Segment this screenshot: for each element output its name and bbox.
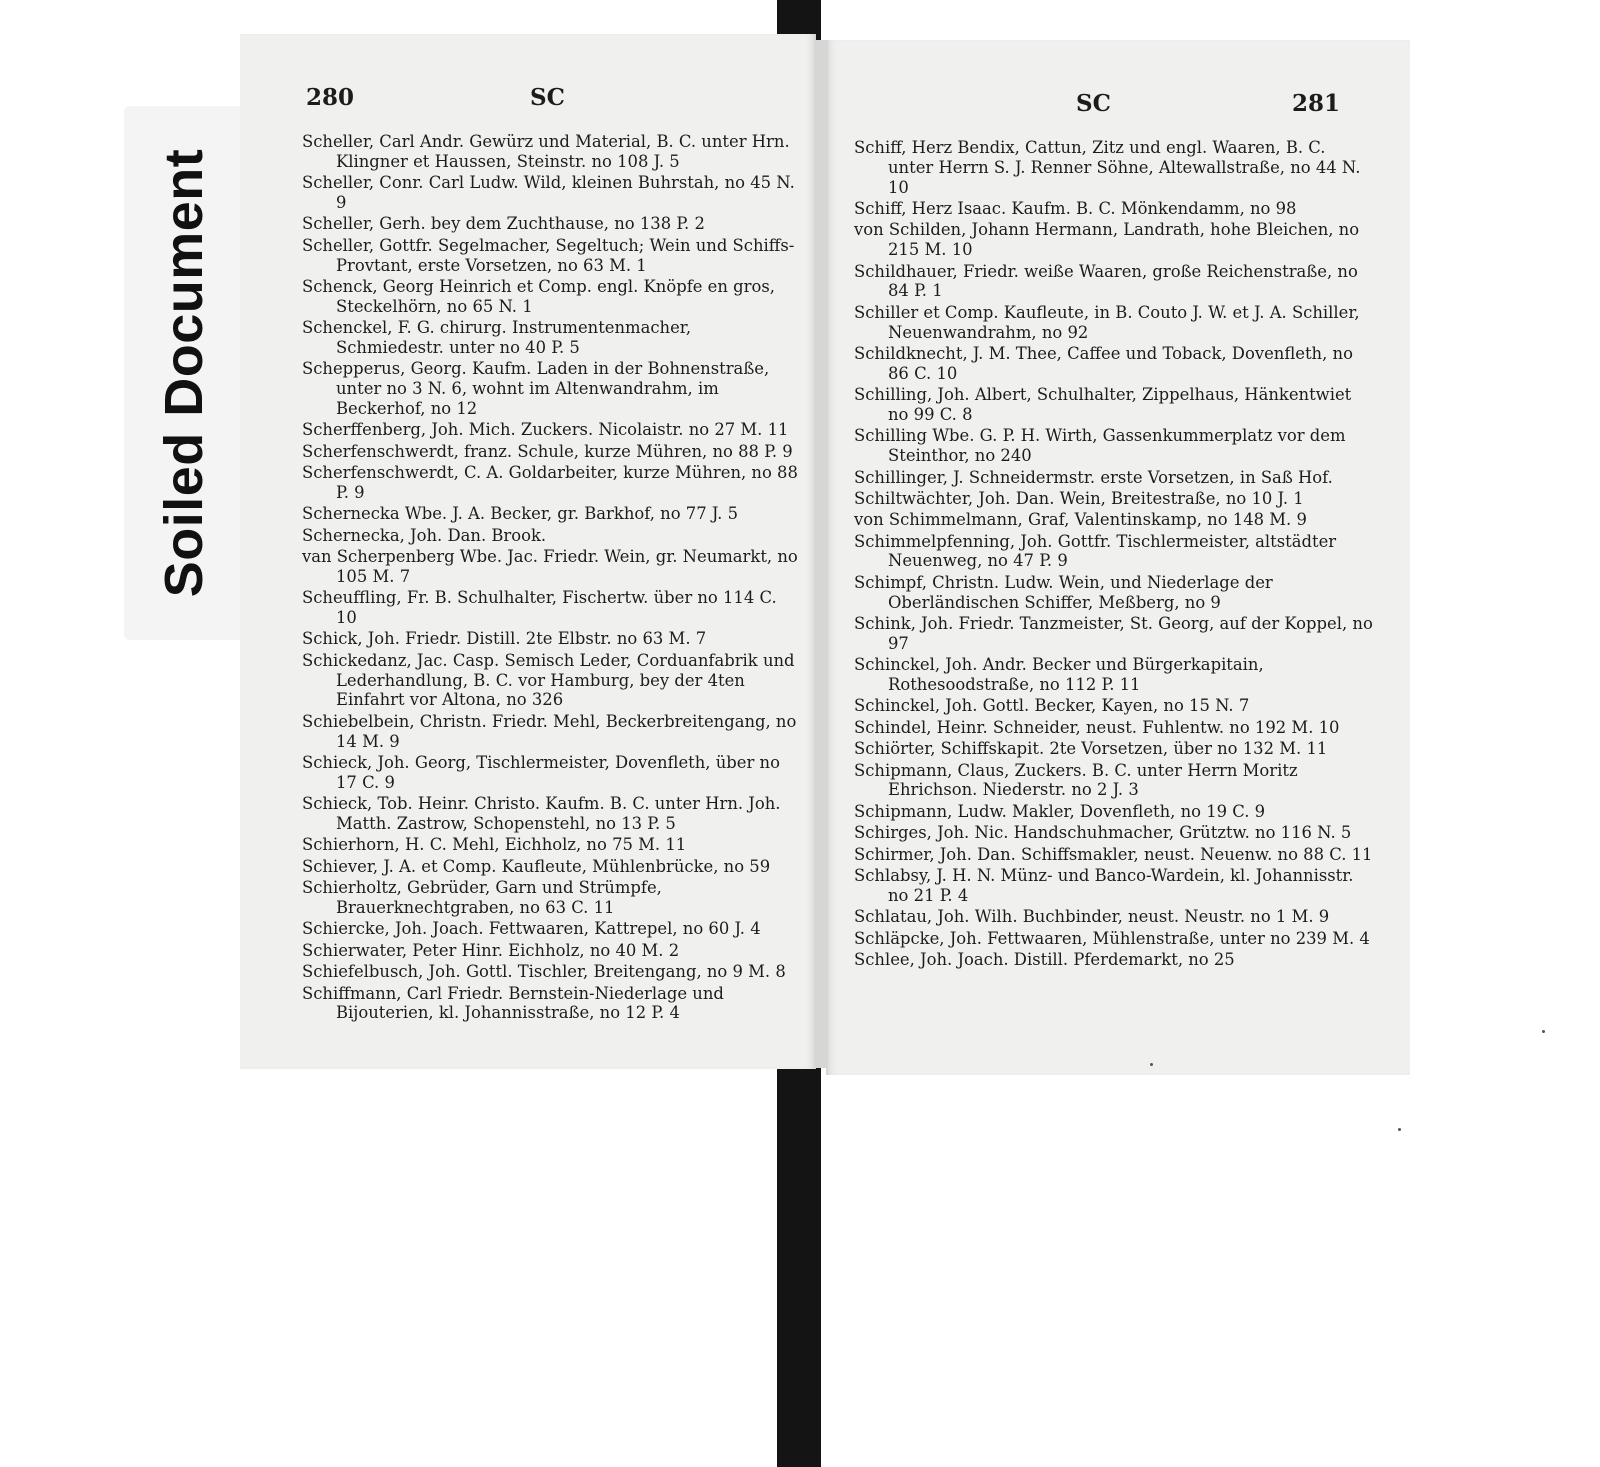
right-entry-list <box>854 138 1374 971</box>
directory-entry: Scheller, Gerh. bey dem Zuchthause, no 138 P. 2 <box>302 214 705 234</box>
right-page-number: 281 <box>1291 90 1340 117</box>
directory-entry: Schiffmann, Carl Friedr. Bernstein-Niederlage und Bijouterien, kl. Johannisstraße, no 12 P. 4 <box>302 983 724 1023</box>
dust-speck <box>1398 1128 1401 1131</box>
left-page-number: 280 <box>306 84 355 111</box>
directory-entry: Scherffenberg, Joh. Mich. Zuckers. Nicolaistr. no 27 M. 11 <box>302 420 789 440</box>
directory-entry: Schläpcke, Joh. Fettwaaren, Mühlenstraße, unter no 239 M. 4 <box>854 928 1370 948</box>
directory-entry: Schenckel, F. G. chirurg. Instrumentenmacher, Schmiedestr. unter no 40 P. 5 <box>302 318 692 357</box>
directory-entry: Schenck, Georg Heinrich et Comp. engl. Knöpfe en gros, Steckelhörn, no 65 N. 1 <box>302 276 775 316</box>
directory-entry: Schierhorn, H. C. Mehl, Eichholz, no 75 M. 11 <box>302 835 687 855</box>
directory-entry: Schimmelpfenning, Joh. Gottfr. Tischlermeister, altstädter Neuenweg, no 47 P. 9 <box>854 531 1337 571</box>
left-page-header: SC <box>530 84 565 111</box>
left-page <box>240 34 816 1069</box>
book-gutter <box>815 40 826 1068</box>
directory-entry: Schiebelbein, Christn. Friedr. Mehl, Beckerbreitengang, no 14 M. 9 <box>302 711 797 751</box>
directory-entry: von Schimmelmann, Graf, Valentinskamp, no 148 M. 9 <box>854 510 1307 530</box>
directory-entry: van Scherpenberg Wbe. Jac. Friedr. Wein, gr. Neumarkt, no 105 M. 7 <box>302 547 798 586</box>
directory-entry: Schiefelbusch, Joh. Gottl. Tischler, Breitengang, no 9 M. 8 <box>302 962 786 982</box>
directory-entry: Schillinger, J. Schneidermstr. erste Vorsetzen, in Saß Hof. <box>854 467 1333 487</box>
directory-entry: Schilling Wbe. G. P. H. Wirth, Gassenkummerplatz vor dem Steinthor, no 240 <box>854 426 1346 466</box>
directory-entry: Schiörter, Schiffskapit. 2te Vorsetzen, über no 132 M. 11 <box>854 739 1328 759</box>
dust-speck <box>1150 1063 1153 1066</box>
directory-entry: Schirmer, Joh. Dan. Schiffsmakler, neust. Neuenw. no 88 C. 11 <box>854 844 1373 864</box>
directory-entry: Schiltwächter, Joh. Dan. Wein, Breitestraße, no 10 J. 1 <box>854 488 1304 508</box>
directory-entry: Schiever, J. A. et Comp. Kaufleute, Mühlenbrücke, no 59 <box>302 856 771 876</box>
directory-entry: Schieck, Joh. Georg, Tischlermeister, Dovenfleth, über no 17 C. 9 <box>302 753 780 792</box>
directory-entry: Schepperus, Georg. Kaufm. Laden in der Bohnenstraße, unter no 3 N. 6, wohnt im Altenwandrahm, im Beckerhof, no 12 <box>302 359 770 418</box>
directory-entry: Schildhauer, Friedr. weiße Waaren, große Reichenstraße, no 84 P. 1 <box>854 261 1358 301</box>
right-page <box>826 40 1410 1075</box>
directory-entry: Scherfenschwerdt, C. A. Goldarbeiter, kurze Mühren, no 88 P. 9 <box>302 463 798 502</box>
directory-entry: Scheller, Carl Andr. Gewürz und Material, B. C. unter Hrn. Klingner et Haussen, Steinstr. no 108 J. 5 <box>302 132 790 171</box>
directory-entry: Schiercke, Joh. Joach. Fettwaaren, Kattrepel, no 60 J. 4 <box>302 919 761 939</box>
directory-entry: Schernecka Wbe. J. A. Becker, gr. Barkhof, no 77 J. 5 <box>302 504 738 524</box>
directory-entry: Schlatau, Joh. Wilh. Buchbinder, neust. Neustr. no 1 M. 9 <box>854 907 1330 927</box>
directory-entry: Schinckel, Joh. Gottl. Becker, Kayen, no 15 N. 7 <box>854 696 1250 716</box>
directory-entry: Scherfenschwerdt, franz. Schule, kurze Mühren, no 88 P. 9 <box>302 441 793 461</box>
directory-entry: Schink, Joh. Friedr. Tanzmeister, St. Georg, auf der Koppel, no 97 <box>854 614 1373 653</box>
directory-entry: Schipmann, Ludw. Makler, Dovenfleth, no 19 C. 9 <box>854 801 1266 821</box>
left-entry-list <box>302 132 802 1025</box>
directory-entry: Schieck, Tob. Heinr. Christo. Kaufm. B. C. unter Hrn. Joh. Matth. Zastrow, Schopenstehl, no 13 P. 5 <box>302 794 781 833</box>
directory-entry: von Schilden, Johann Hermann, Landrath, hohe Bleichen, no 215 M. 10 <box>854 220 1360 260</box>
dust-speck <box>1542 1030 1545 1033</box>
directory-entry: Schipmann, Claus, Zuckers. B. C. unter Herrn Moritz Ehrichson. Niederstr. no 2 J. 3 <box>854 760 1298 800</box>
directory-entry: Schildknecht, J. M. Thee, Caffee und Toback, Dovenfleth, no 86 C. 10 <box>854 343 1353 383</box>
directory-entry: Schernecka, Joh. Dan. Brook. <box>302 525 547 545</box>
directory-entry: Schlee, Joh. Joach. Distill. Pferdemarkt, no 25 <box>854 949 1235 969</box>
binding-spine-bottom <box>777 1068 821 1467</box>
directory-entry: Schickedanz, Jac. Casp. Semisch Leder, Corduanfabrik und Lederhandlung, B. C. vor Hamburg, bey der 4ten Einfahrt vor Altona, no 326 <box>302 650 795 710</box>
directory-entry: Scheller, Conr. Carl Ludw. Wild, kleinen Buhrstah, no 45 N. 9 <box>302 173 795 212</box>
directory-entry: Schinckel, Joh. Andr. Becker und Bürgerkapitain, Rothesoodstraße, no 112 P. 11 <box>854 655 1264 695</box>
directory-entry: Schiller et Comp. Kaufleute, in B. Couto J. W. et J. A. Schiller, Neuenwandrahm, no 92 <box>854 302 1360 342</box>
directory-entry: Schirges, Joh. Nic. Handschuhmacher, Grütztw. no 116 N. 5 <box>854 823 1352 843</box>
directory-entry: Schiff, Herz Bendix, Cattun, Zitz und engl. Waaren, B. C. unter Herrn S. J. Renner Söhne, Altewallstraße, no 44 N. 10 <box>854 138 1361 197</box>
directory-entry: Schimpf, Christn. Ludw. Wein, und Niederlage der Oberländischen Schiffer, Meßberg, no 9 <box>854 572 1273 612</box>
directory-entry: Schierwater, Peter Hinr. Eichholz, no 40 M. 2 <box>302 940 680 960</box>
directory-entry: Schindel, Heinr. Schneider, neust. Fuhlentw. no 192 M. 10 <box>854 717 1340 737</box>
directory-entry: Scheller, Gottfr. Segelmacher, Segeltuch; Wein und Schiffs-Provtant, erste Vorsetzen, no 63 M. 1 <box>302 235 795 275</box>
right-page-header: SC <box>1076 90 1111 117</box>
directory-entry: Schlabsy, J. H. N. Münz- und Banco-Wardein, kl. Johannisstr. no 21 P. 4 <box>854 865 1354 905</box>
directory-entry: Scheuffling, Fr. B. Schulhalter, Fischertw. über no 114 C. 10 <box>302 588 777 628</box>
directory-entry: Schick, Joh. Friedr. Distill. 2te Elbstr. no 63 M. 7 <box>302 629 707 649</box>
stamp-label: Soiled Document <box>154 148 214 598</box>
directory-entry: Schierholtz, Gebrüder, Garn und Strümpfe, Brauerknechtgraben, no 63 C. 11 <box>302 878 662 917</box>
directory-entry: Schilling, Joh. Albert, Schulhalter, Zippelhaus, Hänkentwiet no 99 C. 8 <box>854 385 1352 424</box>
directory-entry: Schiff, Herz Isaac. Kaufm. B. C. Mönkendamm, no 98 <box>854 198 1297 218</box>
